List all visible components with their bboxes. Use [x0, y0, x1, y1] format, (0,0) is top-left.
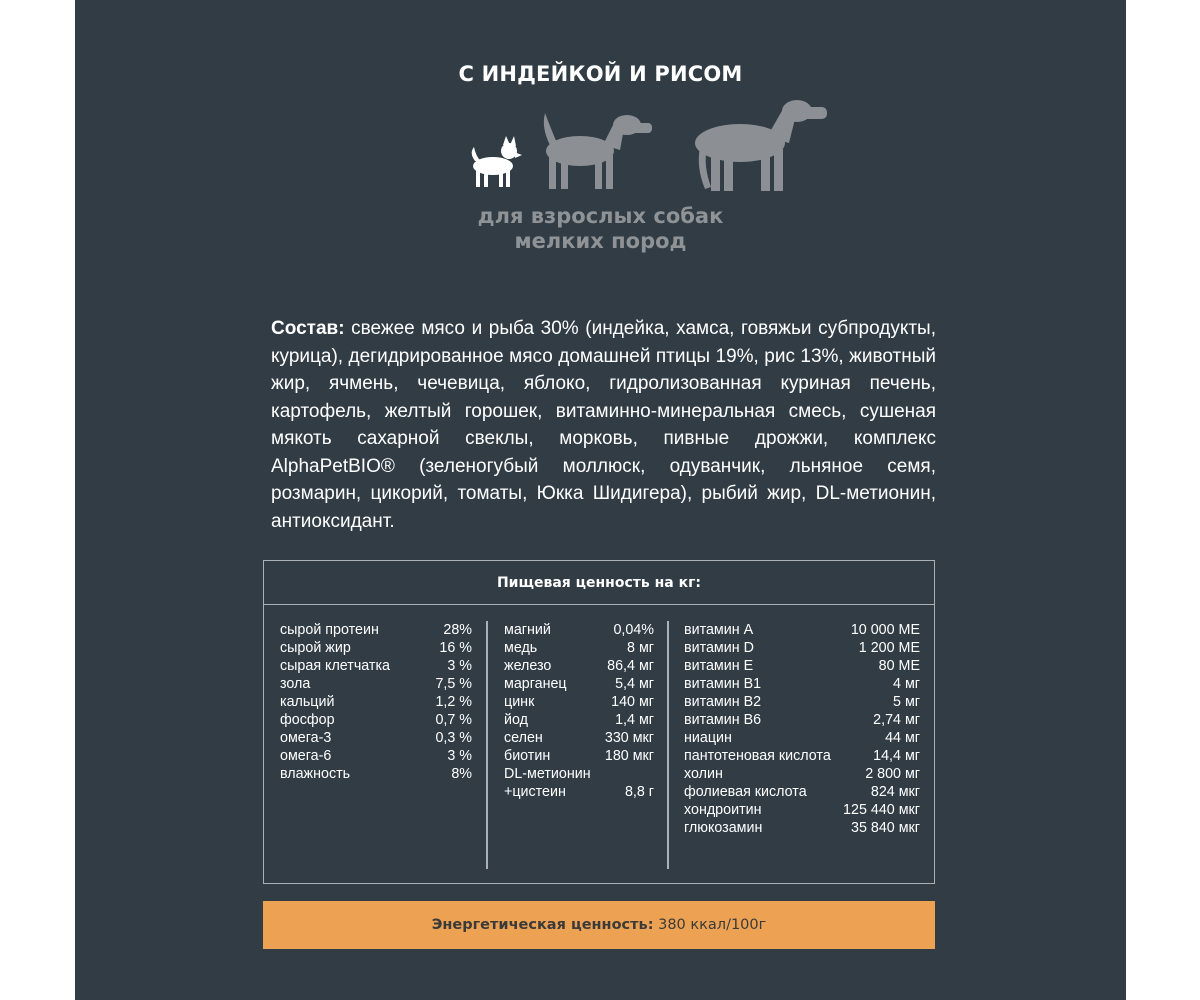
nutrition-row: [280, 639, 472, 657]
nutrition-row: [280, 711, 472, 729]
nutrient-name: сырой жир: [280, 640, 351, 656]
nutrition-row: [504, 783, 654, 801]
nutrition-row: [280, 675, 472, 693]
nutrient-name: витамин В1: [684, 676, 762, 692]
nutrient-value: 0,7 %: [435, 712, 472, 728]
energy-label: Энергетическая ценность:: [431, 917, 654, 933]
nutrient-value: 4 мг: [893, 676, 920, 692]
nutrient-value: 824 мкг: [870, 784, 920, 800]
nutrient-value: 28%: [443, 622, 472, 638]
nutrient-name: фолиевая кислота: [684, 784, 807, 800]
nutrient-value: 8 мг: [627, 640, 654, 656]
nutrition-row: [504, 657, 654, 675]
nutrition-row: [280, 657, 472, 675]
nutrient-name: хондроитин: [684, 802, 762, 818]
nutrient-value: 8%: [451, 766, 472, 782]
nutrition-row: [684, 765, 920, 783]
nutrient-value: 80 МЕ: [878, 658, 920, 674]
nutrient-name: витамин D: [684, 640, 754, 656]
nutrient-name: ниацин: [684, 730, 732, 746]
energy-value-bar: [263, 901, 935, 949]
nutrient-name: йод: [504, 712, 528, 728]
nutrient-name: фосфор: [280, 712, 335, 728]
nutrient-name: железо: [504, 658, 552, 674]
nutrition-header: Пищевая ценность на кг:: [264, 561, 934, 605]
nutrition-row: [504, 693, 654, 711]
nutrition-row: [280, 765, 472, 783]
nutrition-row: [504, 765, 654, 783]
nutrition-row: [684, 747, 920, 765]
nutrient-value: 2,74 мг: [873, 712, 920, 728]
nutrient-value: 1,4 мг: [615, 712, 654, 728]
nutrient-name: омега-3: [280, 730, 332, 746]
nutrition-row: [684, 657, 920, 675]
nutrient-value: 10 000 МЕ: [850, 622, 920, 638]
nutrition-row: [504, 675, 654, 693]
nutrition-row: [280, 729, 472, 747]
nutrition-row: [504, 729, 654, 747]
product-title: С ИНДЕЙКОЙ И РИСОМ: [458, 62, 743, 86]
nutrition-row: [684, 639, 920, 657]
nutrition-row: [504, 747, 654, 765]
nutrition-row: [684, 621, 920, 639]
nutrient-value: 180 мкг: [604, 748, 654, 764]
nutrient-value: 330 мкг: [604, 730, 654, 746]
small-dog-icon: [472, 136, 522, 187]
large-dog-icon: [695, 100, 827, 191]
nutrient-name: цинк: [504, 694, 535, 710]
composition-body: свежее мясо и рыба 30% (индейка, хамса, говяжьи субпродукты, курица), дегидрированное мясо домашней птицы 19%, рис 13%, животный жир, ячмень, чечевица, яблоко, гидролизованная куриная печень, картофель, желтый горошек, витаминно-минеральная смесь, сушеная мякоть сахарной свеклы, морковь, пивные дрожжи, комплекс AlphaPetBIO® (зеленогубый моллюск, одуванчик, льняное семя, розмарин, цикорий, томаты, Юкка Шидигера), рыбий жир, DL-метионин, антиоксидант.: [271, 318, 936, 532]
nutrient-value: 86,4 мг: [607, 658, 654, 674]
nutrient-name: холин: [684, 766, 723, 782]
product-info-panel: [75, 0, 1126, 1000]
medium-dog-icon: [544, 113, 652, 189]
subtitle-line-1: для взрослых собак: [477, 204, 724, 228]
nutrient-value: 14,4 мг: [873, 748, 920, 764]
subtitle-line-2: мелких пород: [514, 229, 687, 253]
nutrient-name: биотин: [504, 748, 551, 764]
nutrient-name: селен: [504, 730, 543, 746]
nutrient-value: 140 мг: [611, 694, 654, 710]
nutrition-row: [280, 621, 472, 639]
nutrient-name: глюкозамин: [684, 820, 763, 836]
column-divider: [486, 621, 488, 869]
nutrition-row: [504, 639, 654, 657]
nutrition-row: [684, 693, 920, 711]
nutrient-value: 3 %: [447, 748, 472, 764]
nutrient-name: кальций: [280, 694, 335, 710]
nutrient-value: 16 %: [439, 640, 472, 656]
nutrition-row: [504, 711, 654, 729]
nutrient-value: 7,5 %: [435, 676, 472, 692]
composition-text: [271, 315, 936, 535]
nutrition-column-2: [504, 621, 654, 801]
nutrient-name: пантотеновая кислота: [684, 748, 831, 764]
nutrition-row: [684, 819, 920, 837]
nutrient-name: омега-6: [280, 748, 332, 764]
nutrient-name: витамин В6: [684, 712, 762, 728]
nutrient-value: 0,04%: [613, 622, 654, 638]
nutrient-value: 125 440 мкг: [843, 802, 920, 818]
nutrition-row: [684, 801, 920, 819]
nutrient-name: витамин В2: [684, 694, 762, 710]
dog-size-icons: [465, 95, 845, 195]
nutrient-value: 5 мг: [893, 694, 920, 710]
nutrient-value: 44 мг: [885, 730, 920, 746]
energy-value: 380 ккал/100г: [653, 917, 767, 933]
nutrient-name: DL-метионин: [504, 766, 591, 782]
nutrient-name: зола: [280, 676, 311, 692]
nutrition-row: [280, 747, 472, 765]
nutrition-row: [684, 675, 920, 693]
column-divider: [667, 621, 669, 869]
nutrient-value: 2 800 мг: [865, 766, 920, 782]
product-subtitle: [75, 204, 1126, 254]
nutrition-table: [263, 560, 935, 884]
nutrient-name: медь: [504, 640, 538, 656]
nutrient-name: +цистеин: [504, 784, 566, 800]
nutrition-row: [280, 693, 472, 711]
nutrition-row: [684, 729, 920, 747]
nutrient-value: 5,4 мг: [615, 676, 654, 692]
nutrient-value: 3 %: [447, 658, 472, 674]
nutrient-name: сырая клетчатка: [280, 658, 390, 674]
nutrient-value: 1 200 МЕ: [858, 640, 920, 656]
nutrition-column-3: [684, 621, 920, 837]
nutrient-name: влажность: [280, 766, 351, 782]
nutrition-row: [684, 711, 920, 729]
nutrition-row: [504, 621, 654, 639]
nutrient-name: марганец: [504, 676, 567, 692]
nutrient-value: 1,2 %: [435, 694, 472, 710]
nutrient-value: 8,8 г: [624, 784, 654, 800]
nutrient-name: витамин Е: [684, 658, 754, 674]
nutrient-name: сырой протеин: [280, 622, 379, 638]
nutrient-value: 0,3 %: [435, 730, 472, 746]
nutrient-value: 35 840 мкг: [851, 820, 920, 836]
nutrition-row: [684, 783, 920, 801]
nutrient-name: магний: [504, 622, 551, 638]
nutrient-name: витамин А: [684, 622, 754, 638]
nutrition-column-1: [280, 621, 472, 783]
composition-label: Состав:: [271, 318, 345, 339]
